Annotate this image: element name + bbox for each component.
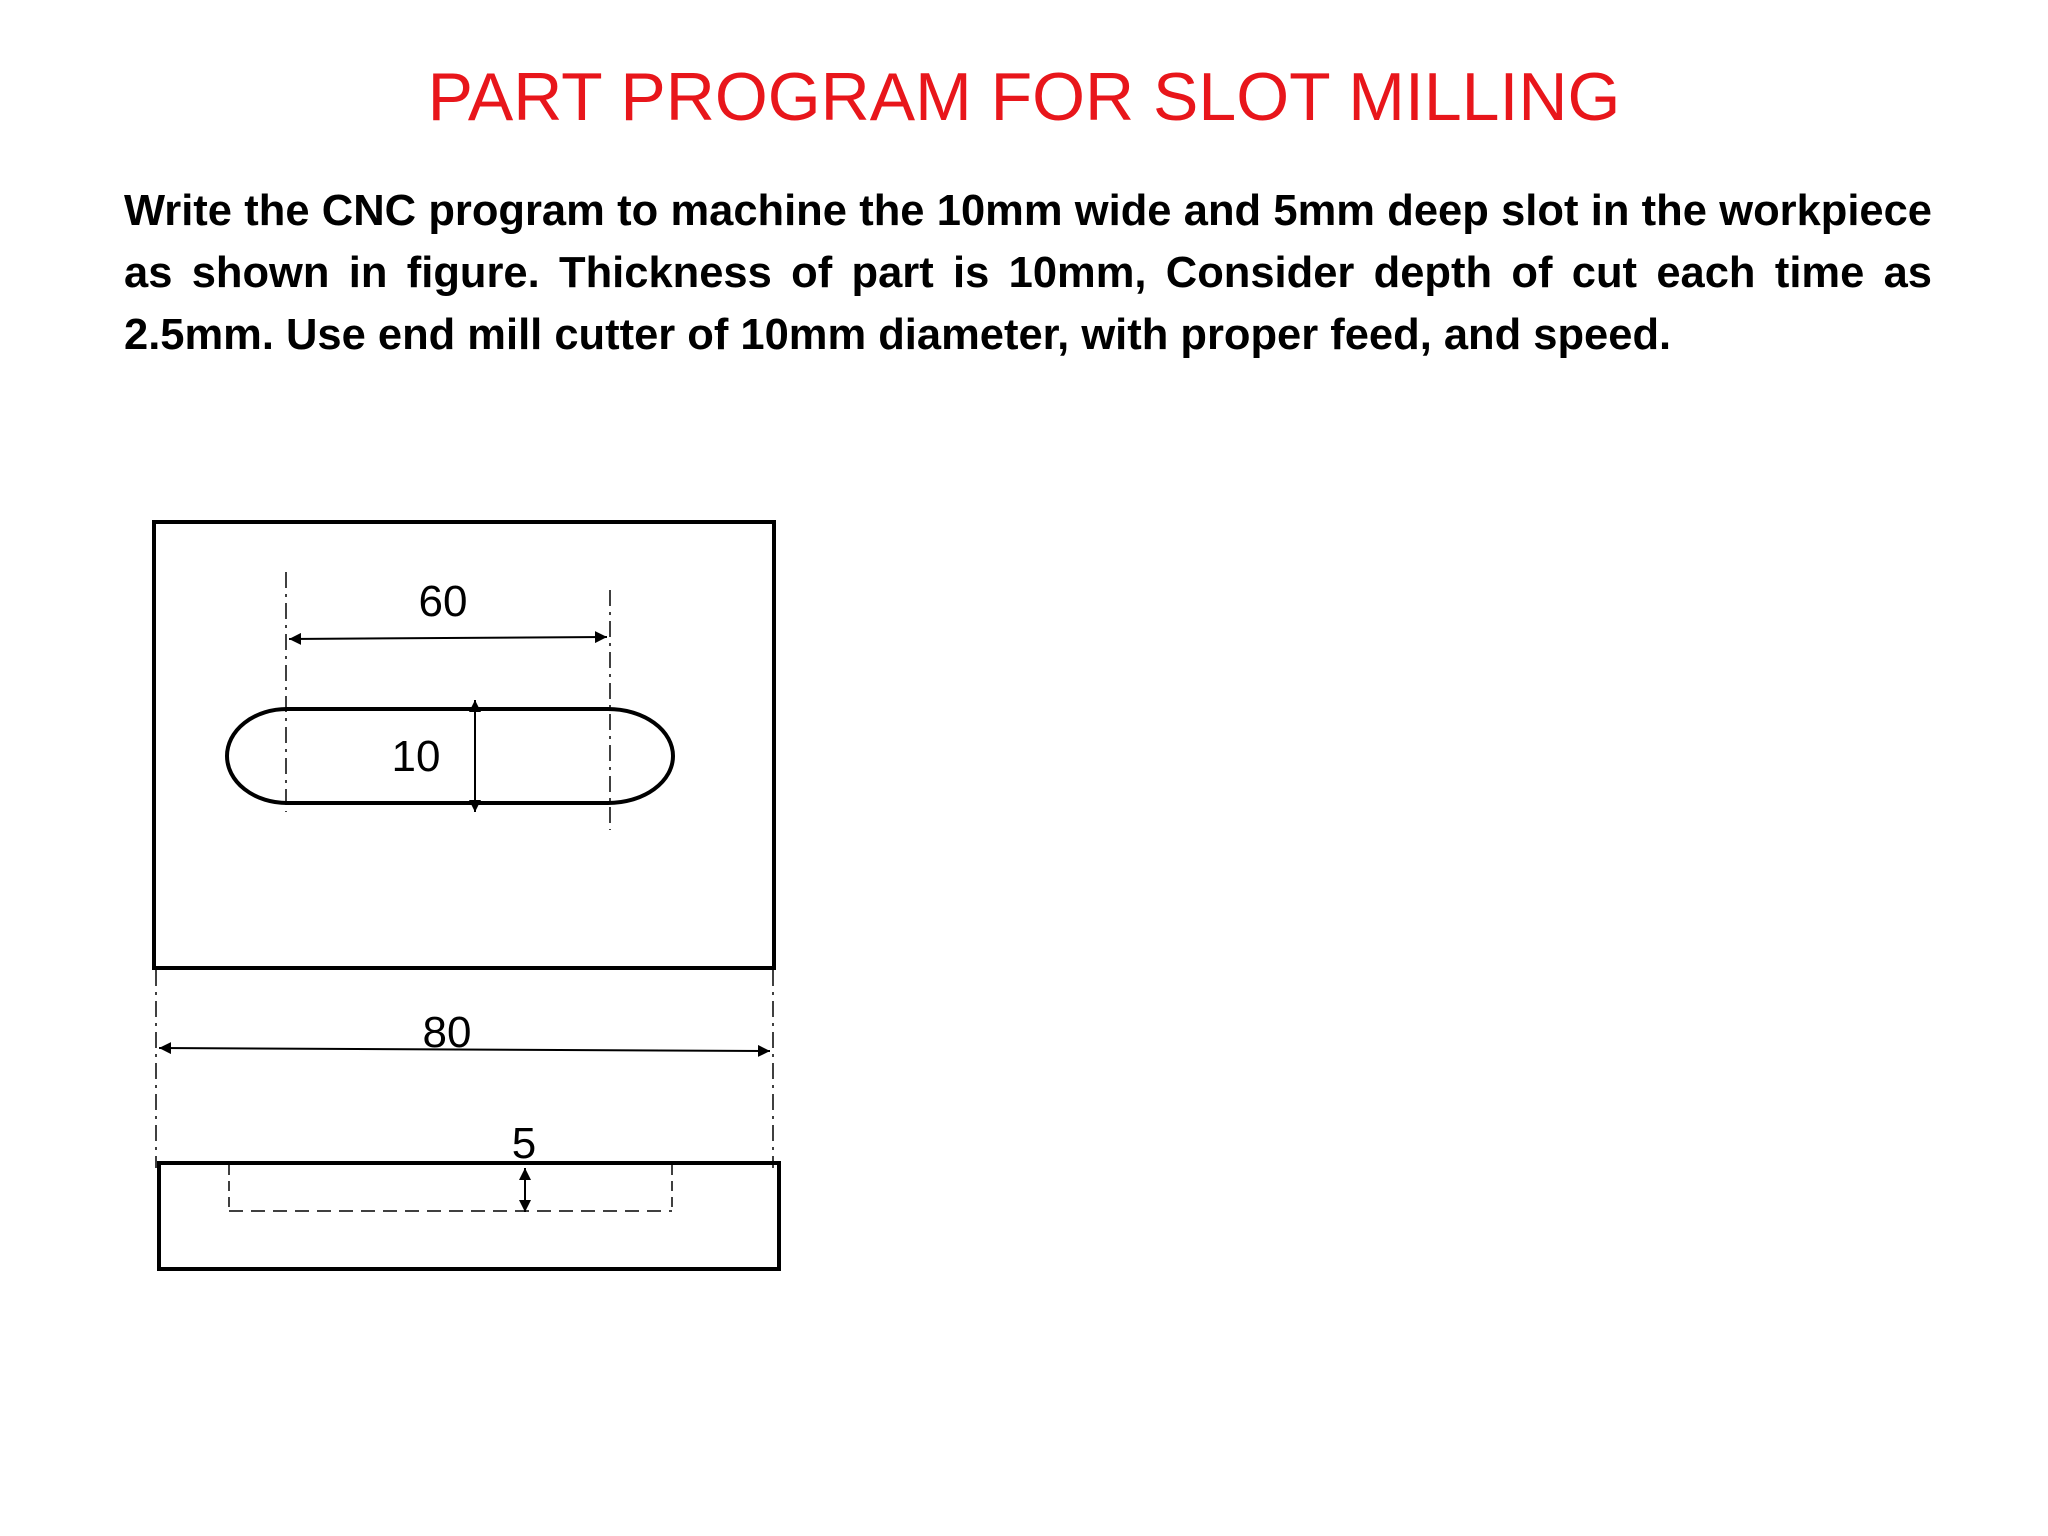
problem-statement: Write the CNC program to machine the 10mm wide and 5mm deep slot in the workpiece as shown in figure. Thickness of part is 10mm, Consider depth of cut each time as 2.5mm. Use end mill cutter of 10mm diameter, with proper feed, and speed. bbox=[124, 187, 1932, 359]
side-view-outline bbox=[159, 1163, 779, 1269]
slot-depth-label: 5 bbox=[511, 1119, 537, 1168]
slot-width-label: 10 bbox=[391, 732, 441, 781]
slot-length-dimension-line bbox=[289, 637, 607, 639]
part-width-label: 80 bbox=[422, 1008, 472, 1057]
slot-length-label: 60 bbox=[418, 577, 468, 626]
slot-outline bbox=[227, 709, 673, 803]
slide-title: PART PROGRAM FOR SLOT MILLING bbox=[427, 59, 1621, 135]
